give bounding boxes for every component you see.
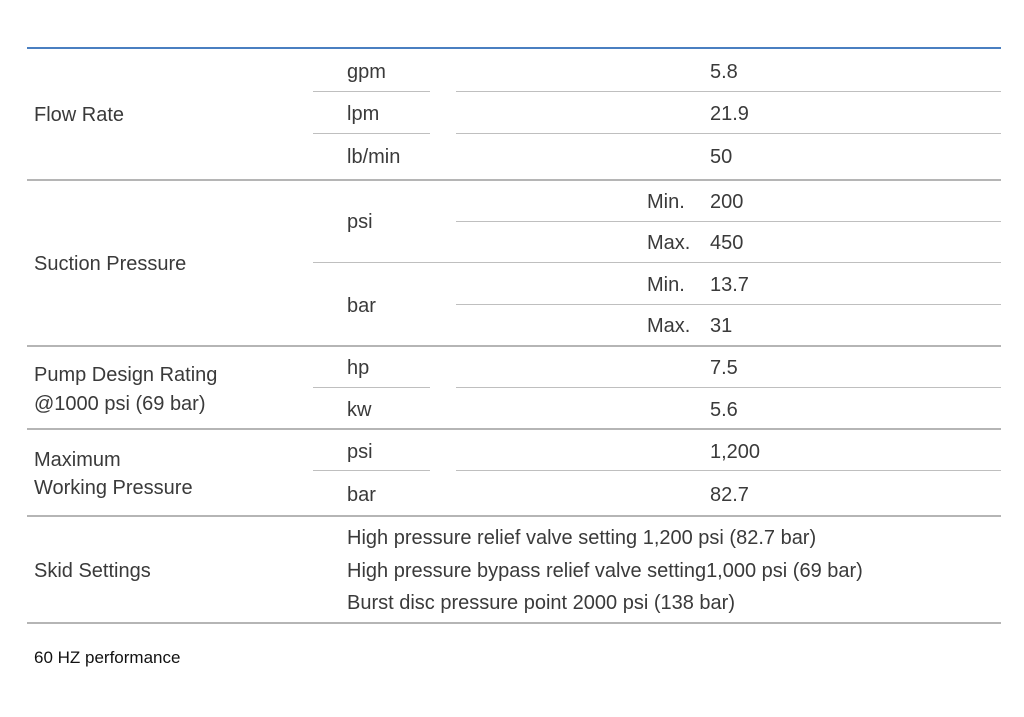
- skid-setting-line: Burst disc pressure point 2000 psi (138 bar): [347, 592, 735, 614]
- flow-rate-unit-lpm: lpm: [347, 103, 380, 125]
- row-divider: [313, 470, 430, 471]
- row-divider: [313, 91, 430, 92]
- row-divider: [313, 387, 430, 388]
- max-pressure-unit-psi: psi: [347, 441, 373, 463]
- flow-rate-value-lbmin: 50: [710, 146, 733, 168]
- suction-bar-min-value: 13.7: [710, 274, 749, 296]
- flow-rate-unit-lbmin: lb/min: [347, 146, 401, 168]
- suction-psi-unit: psi: [347, 211, 373, 233]
- suction-bar-max-value: 31: [710, 315, 733, 337]
- skid-setting-line: High pressure relief valve setting 1,200 psi (82.7 bar): [347, 527, 817, 549]
- row-divider: [456, 387, 1001, 388]
- suction-psi-min-value: 200: [710, 191, 744, 213]
- pump-design-rating-label: Pump Design Rating: [34, 364, 218, 386]
- row-divider: [456, 304, 1001, 305]
- suction-psi-max-value: 450: [710, 232, 744, 254]
- pump-rating-unit-kw: kw: [347, 399, 372, 421]
- row-divider: [456, 91, 1001, 92]
- skid-setting-line: High pressure bypass relief valve setting1,000 psi (69 bar): [347, 560, 863, 582]
- max-pressure-value-psi: 1,200: [710, 441, 761, 463]
- suction-bar-max-label: Max.: [647, 315, 691, 337]
- skid-settings-label: Skid Settings: [34, 560, 151, 582]
- section-divider: [27, 345, 1001, 347]
- suction-psi-min-label: Min.: [647, 191, 685, 213]
- pump-rating-unit-hp: hp: [347, 357, 370, 379]
- max-working-pressure-label-line2: Working Pressure: [34, 477, 193, 499]
- suction-bar-unit: bar: [347, 295, 376, 317]
- section-divider: [27, 179, 1001, 181]
- row-divider: [456, 470, 1001, 471]
- suction-bar-min-label: Min.: [647, 274, 685, 296]
- flow-rate-value-gpm: 5.8: [710, 61, 738, 83]
- suction-pressure-label: Suction Pressure: [34, 253, 187, 275]
- table-bottom-rule: [27, 622, 1001, 624]
- row-divider: [313, 262, 1001, 263]
- pump-rating-value-hp: 7.5: [710, 357, 738, 379]
- flow-rate-value-lpm: 21.9: [710, 103, 749, 125]
- table-top-rule: [27, 47, 1001, 49]
- section-divider: [27, 515, 1001, 517]
- flow-rate-label: Flow Rate: [34, 104, 125, 126]
- row-divider: [313, 133, 430, 134]
- flow-rate-unit-gpm: gpm: [347, 61, 386, 83]
- max-pressure-unit-bar: bar: [347, 484, 376, 506]
- suction-psi-max-label: Max.: [647, 232, 691, 254]
- row-divider: [456, 133, 1001, 134]
- section-divider: [27, 428, 1001, 430]
- row-divider: [456, 221, 1001, 222]
- footnote: 60 HZ performance: [34, 648, 181, 667]
- max-working-pressure-label-line1: Maximum: [34, 449, 121, 471]
- max-pressure-value-bar: 82.7: [710, 484, 749, 506]
- pump-rating-value-kw: 5.6: [710, 399, 738, 421]
- pump-design-rating-sublabel: @1000 psi (69 bar): [34, 393, 206, 415]
